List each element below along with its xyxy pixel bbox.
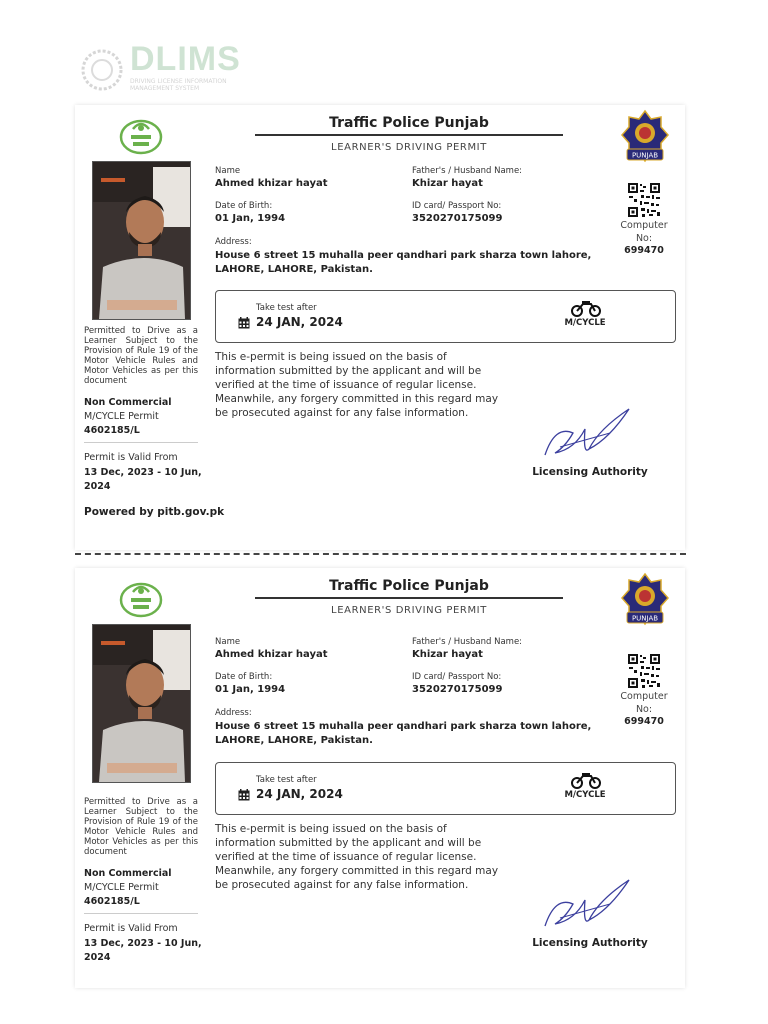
permit-notice: This e-permit is being issued on the basis of information submitted by the applicant and will be verified at the time of issuance of regular license. Meanwhile, any forgery committed in this regard may be prosecuted against for any false information. xyxy=(215,823,499,891)
father-name-label: Father's / Husband Name: xyxy=(412,166,523,176)
father-name-value: Khizar hayat xyxy=(412,178,483,189)
name-value: Ahmed khizar hayat xyxy=(215,649,328,660)
computer-no-value: 699470 xyxy=(624,245,664,256)
punjab-govt-logo-icon xyxy=(119,115,163,155)
id-value: 3520270175099 xyxy=(412,213,503,224)
applicant-photo xyxy=(92,161,191,320)
permit-notice: This e-permit is being issued on the basis of information submitted by the applicant and will be verified at the time of issuance of regular license. Meanwhile, any forgery committed in this regard may be prosecuted against for any false information. xyxy=(215,351,499,419)
cut-line-divider xyxy=(75,553,686,555)
test-date-box xyxy=(215,290,676,343)
permit-number: 4602185/L xyxy=(84,425,140,436)
permit-category: Non Commercial xyxy=(84,868,172,879)
name-value: Ahmed khizar hayat xyxy=(215,178,328,189)
motorcycle-icon xyxy=(571,299,601,317)
applicant-photo xyxy=(92,624,191,783)
licensing-authority-label: Licensing Authority xyxy=(532,466,648,478)
dob-label: Date of Birth: xyxy=(215,672,273,682)
permit-type: M/CYCLE Permit xyxy=(84,411,159,422)
address-value: House 6 street 15 muhalla peer qandhari park sharza town lahore, LAHORE, LAHORE, Pakistan. xyxy=(215,721,592,746)
qr-code-icon xyxy=(627,653,661,689)
test-label: Take test after xyxy=(256,775,317,785)
computer-no-label: Computer No: xyxy=(620,691,668,715)
badge-label: PUNJAB xyxy=(631,614,659,623)
vehicle-type-label: M/CYCLE xyxy=(564,790,606,800)
permit-title: Traffic Police Punjab xyxy=(329,578,489,594)
calendar-icon xyxy=(238,317,250,329)
valid-dates: 13 Dec, 2023 - 10 Jun, 2024 xyxy=(84,938,202,963)
computer-no-value: 699470 xyxy=(624,716,664,727)
permit-category: Non Commercial xyxy=(84,397,172,408)
address-value: House 6 street 15 muhalla peer qandhari park sharza town lahore, LAHORE, LAHORE, Pakistan. xyxy=(215,250,592,275)
motorcycle-icon xyxy=(571,771,601,789)
authority-signature xyxy=(540,405,635,465)
authority-signature xyxy=(540,876,635,936)
calendar-icon xyxy=(238,789,250,801)
permit-card-2 xyxy=(75,568,685,988)
name-label: Name xyxy=(215,637,241,647)
valid-from-label: Permit is Valid From xyxy=(84,452,178,463)
dob-value: 01 Jan, 1994 xyxy=(215,684,286,695)
test-date-box xyxy=(215,762,676,815)
test-label: Take test after xyxy=(256,303,317,313)
traffic-police-badge-icon xyxy=(621,109,669,165)
licensing-authority-label: Licensing Authority xyxy=(532,937,648,949)
father-name-value: Khizar hayat xyxy=(412,649,483,660)
address-label: Address: xyxy=(215,237,252,247)
permit-type: M/CYCLE Permit xyxy=(84,882,159,893)
computer-no-label: Computer No: xyxy=(620,220,668,244)
permit-number: 4602185/L xyxy=(84,896,140,907)
title-underline xyxy=(255,597,563,599)
sidebar-divider xyxy=(84,913,198,914)
id-label: ID card/ Passport No: xyxy=(412,201,502,211)
father-name-label: Father's / Husband Name: xyxy=(412,637,523,647)
permit-title: Traffic Police Punjab xyxy=(329,115,489,131)
powered-by-link[interactable]: Powered by pitb.gov.pk xyxy=(84,506,225,518)
address-label: Address: xyxy=(215,708,252,718)
valid-dates: 13 Dec, 2023 - 10 Jun, 2024 xyxy=(84,467,202,492)
permit-subtitle: LEARNER'S DRIVING PERMIT xyxy=(331,142,487,153)
badge-label: PUNJAB xyxy=(631,151,659,160)
vehicle-type-label: M/CYCLE xyxy=(564,318,606,328)
qr-code-icon xyxy=(627,182,661,218)
permission-text: Permitted to Drive as a Learner Subject to the Provision of Rule 19 of the Motor Vehicle Rules and Motor Vehicles as per this document xyxy=(84,326,198,386)
valid-from-label: Permit is Valid From xyxy=(84,923,178,934)
watermark-subtitle: DRIVING LICENSE INFORMATION MANAGEMENT SYSTEM xyxy=(130,78,227,92)
dob-value: 01 Jan, 1994 xyxy=(215,213,286,224)
permit-subtitle: LEARNER'S DRIVING PERMIT xyxy=(331,605,487,616)
permission-text: Permitted to Drive as a Learner Subject to the Provision of Rule 19 of the Motor Vehicle Rules and Motor Vehicles as per this document xyxy=(84,797,198,857)
punjab-govt-logo-icon xyxy=(119,578,163,618)
traffic-police-badge-icon xyxy=(621,572,669,628)
test-date-value: 24 JAN, 2024 xyxy=(256,315,343,329)
test-date-value: 24 JAN, 2024 xyxy=(256,787,343,801)
permit-card-1 xyxy=(75,105,685,550)
dob-label: Date of Birth: xyxy=(215,201,273,211)
id-value: 3520270175099 xyxy=(412,684,503,695)
id-label: ID card/ Passport No: xyxy=(412,672,502,682)
title-underline xyxy=(255,134,563,136)
watermark-brand: DLIMS xyxy=(130,40,241,78)
name-label: Name xyxy=(215,166,241,176)
sidebar-divider xyxy=(84,442,198,443)
